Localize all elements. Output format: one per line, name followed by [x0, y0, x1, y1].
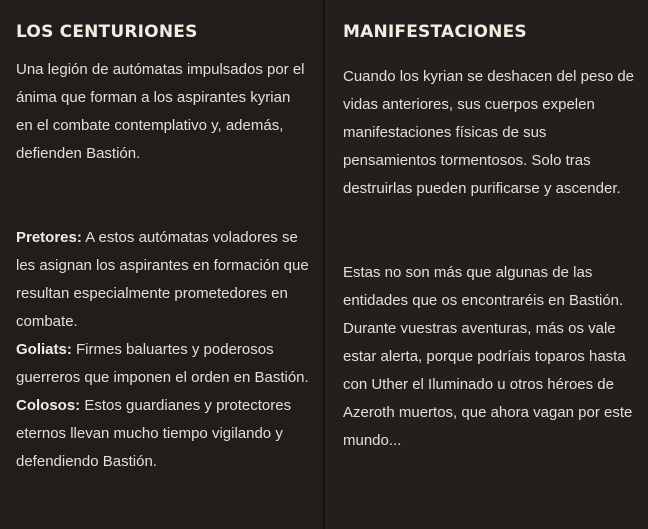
paragraph-spacer	[343, 231, 638, 259]
centurions-column	[0, 0, 323, 529]
term-colosos: Colosos:	[16, 397, 81, 414]
term-pretores: Pretores:	[16, 229, 82, 246]
centurion-type-goliats	[16, 336, 311, 392]
centurions-heading: LOS CENTURIONES	[16, 22, 198, 42]
paragraph-spacer	[343, 203, 638, 231]
paragraph-spacer	[16, 168, 311, 196]
centurion-type-pretores	[16, 224, 311, 336]
centurions-intro: Una legión de autómatas impulsados por el ánima que forman a los aspirantes kyrian en el combate contemplativo y, además, defienden Bastión.	[16, 61, 305, 162]
desc-pretores: A estos autómatas voladores se les asignan los aspirantes en formación que resultan especialmente prometedores en combate.	[16, 229, 309, 330]
term-goliats: Goliats:	[16, 341, 72, 358]
centurion-type-colosos	[16, 392, 311, 476]
paragraph-spacer	[16, 196, 311, 224]
desc-colosos: Estos guardianes y protectores eternos llevan mucho tiempo vigilando y defendiendo Bastión.	[16, 397, 292, 470]
manifestations-paragraph-2: Estas no son más que algunas de las entidades que os encontraréis en Bastión. Durante vuestras aventuras, más os vale estar alerta, porque podríais toparos hasta con Uther el Iluminado u otros héroes de Azeroth muertos, que ahora vagan por este mundo...	[343, 264, 633, 449]
manifestations-heading: MANIFESTACIONES	[343, 22, 527, 42]
desc-goliats: Firmes baluartes y poderosos guerreros que imponen el orden en Bastión.	[16, 341, 309, 386]
manifestations-column	[325, 0, 648, 529]
manifestations-paragraph-1: Cuando los kyrian se deshacen del peso de vidas anteriores, sus cuerpos expelen manifestaciones físicas de sus pensamientos tormentosos. Solo tras destruirlas pueden purificarse y ascender.	[343, 68, 635, 197]
